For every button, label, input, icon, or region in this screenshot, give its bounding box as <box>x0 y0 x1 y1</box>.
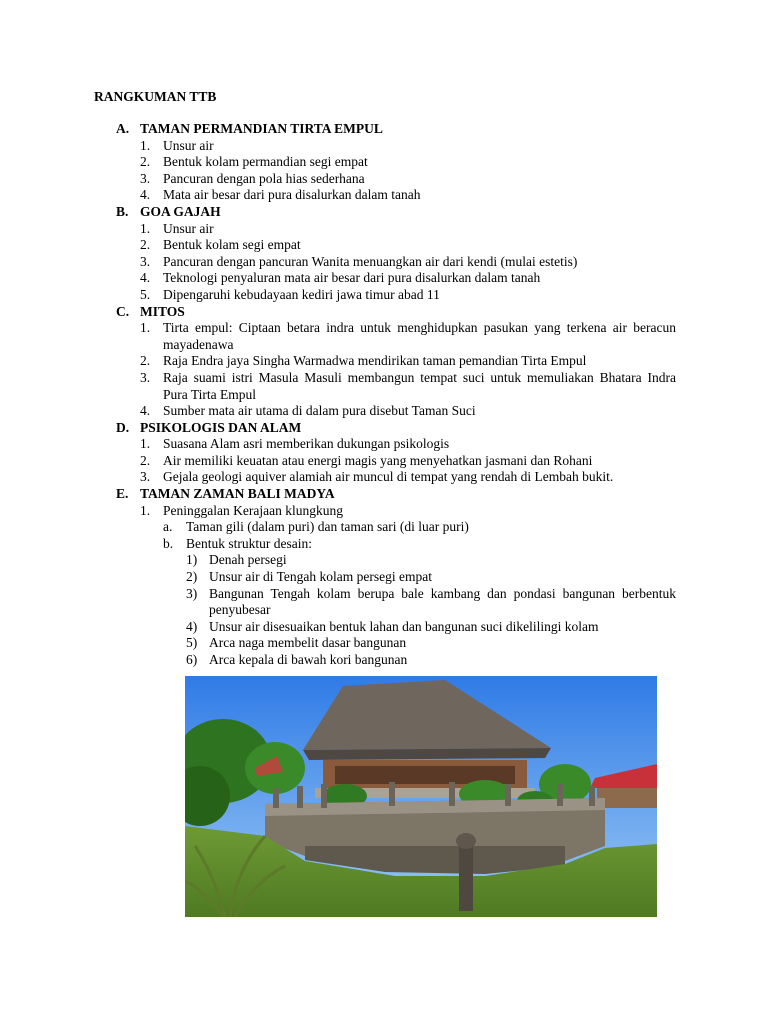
list-item <box>94 453 676 470</box>
list-item <box>94 287 676 304</box>
list-marker: 1. <box>140 320 151 336</box>
list-item <box>94 403 676 420</box>
list-marker: 3. <box>140 469 151 485</box>
list-item <box>94 138 676 155</box>
list-marker: 2. <box>140 353 151 369</box>
list-item <box>94 254 676 271</box>
list-marker: 3. <box>140 253 151 269</box>
list-item-text: Raja suami istri Masula Masuli membangun tempat suci untuk memuliakan Bhatara Indra Pura Tirta Empul <box>163 369 676 402</box>
section-marker: D. <box>116 419 130 435</box>
list-item <box>94 154 676 171</box>
list-marker: 1. <box>140 436 151 452</box>
list-item-text: Unsur air <box>163 220 214 236</box>
document-title: RANGKUMAN TTB <box>94 89 217 104</box>
list-marker: 1) <box>186 552 198 568</box>
list-item-text: Denah persegi <box>209 552 287 568</box>
statue <box>459 841 473 911</box>
list-item-text: Tirta empul: Ciptaan betara indra untuk menghidupkan pasukan yang terkena air beracun mayadenawa <box>163 320 676 352</box>
list-marker: 2. <box>140 154 151 170</box>
list-item-text: Taman gili (dalam puri) dan taman sari (di luar puri) <box>186 519 469 535</box>
list-item <box>94 370 676 403</box>
list-item <box>94 469 676 486</box>
list-item-text: Teknologi penyaluran mata air besar dari pura disalurkan dalam tanah <box>163 270 541 286</box>
list-item-text: Bangunan Tengah kolam berupa bale kambang dan pondasi bangunan berbentuk penyubesar <box>209 585 676 618</box>
list-item <box>94 436 676 453</box>
list-item-text: Mata air besar dari pura disalurkan dalam tanah <box>163 187 421 203</box>
list-marker: 5. <box>140 286 151 302</box>
list-item <box>94 237 676 254</box>
sub-sub-list-item <box>94 586 676 619</box>
list-item <box>94 270 676 287</box>
list-marker: b. <box>163 535 174 551</box>
list-marker: a. <box>163 519 173 535</box>
list-marker: 1. <box>140 502 151 518</box>
section-title: MITOS <box>140 303 185 319</box>
list-marker: 3. <box>140 369 151 385</box>
list-item-text: Bentuk kolam permandian segi empat <box>163 154 368 170</box>
list-item-text: Peninggalan Kerajaan klungkung <box>163 502 343 518</box>
section-heading <box>94 420 676 437</box>
section-heading <box>94 204 676 221</box>
section-heading <box>94 486 676 503</box>
list-marker: 1. <box>140 220 151 236</box>
sub-sub-list-item <box>94 552 676 569</box>
list-marker: 3) <box>186 585 198 601</box>
list-item <box>94 187 676 204</box>
bale-kambang-photo <box>185 676 657 917</box>
section-title: TAMAN ZAMAN BALI MADYA <box>140 486 335 502</box>
list-item-text: Air memiliki keuatan atau energi magis yang menyehatkan jasmani dan Rohani <box>163 452 593 468</box>
sub-list-item <box>94 519 676 536</box>
section-heading <box>94 304 676 321</box>
list-item <box>94 171 676 188</box>
list-item-text: Unsur air <box>163 137 214 153</box>
list-marker: 4. <box>140 187 151 203</box>
list-item-text: Pancuran dengan pola hias sederhana <box>163 170 365 186</box>
list-item-text: Dipengaruhi kebudayaan kediri jawa timur abad 11 <box>163 286 440 302</box>
list-item-text: Pancuran dengan pancuran Wanita menuangkan air dari kendi (mulai estetis) <box>163 253 578 269</box>
list-item-text: Gejala geologi aquiver alamiah air muncul di tempat yang rendah di Lembah bukit. <box>163 469 614 485</box>
list-item <box>94 221 676 238</box>
list-marker: 1. <box>140 137 151 153</box>
list-item <box>94 503 676 520</box>
list-item-text: Bentuk struktur desain: <box>186 535 312 551</box>
list-marker: 4. <box>140 270 151 286</box>
list-item-text: Arca kepala di bawah kori bangunan <box>209 652 408 667</box>
list-marker: 2. <box>140 452 151 468</box>
list-item-text: Arca naga membelit dasar bangunan <box>209 635 407 651</box>
list-marker: 4) <box>186 618 198 634</box>
list-marker: 2. <box>140 237 151 253</box>
list-marker: 5) <box>186 635 198 651</box>
list-marker: 2) <box>186 569 198 585</box>
list-marker: 4. <box>140 403 151 419</box>
list-item-text: Raja Endra jaya Singha Warmadwa mendirikan taman pemandian Tirta Empul <box>163 353 587 369</box>
list-item-text: Unsur air disesuaikan bentuk lahan dan bangunan suci dikelilingi kolam <box>209 618 599 634</box>
sub-sub-list-item <box>94 569 676 586</box>
section-title: PSIKOLOGIS DAN ALAM <box>140 419 302 435</box>
list-marker: 3. <box>140 170 151 186</box>
list-item-text: Bentuk kolam segi empat <box>163 237 301 253</box>
sub-sub-list-item <box>94 635 676 652</box>
section-marker: E. <box>116 486 129 502</box>
list-item-text: Unsur air di Tengah kolam persegi empat <box>209 569 432 585</box>
sub-sub-list-item <box>94 619 676 636</box>
section-marker: C. <box>116 303 130 319</box>
section-marker: A. <box>116 121 130 136</box>
section-marker: B. <box>116 203 129 219</box>
section-heading <box>94 121 676 138</box>
sub-list-item <box>94 536 676 553</box>
list-item <box>94 353 676 370</box>
section-title: GOA GAJAH <box>140 203 221 219</box>
list-marker: 6) <box>186 652 198 667</box>
document-body <box>94 121 676 669</box>
list-item-text: Suasana Alam asri memberikan dukungan psikologis <box>163 436 450 452</box>
list-item-text: Sumber mata air utama di dalam pura disebut Taman Suci <box>163 403 476 419</box>
list-item <box>94 320 676 353</box>
sub-sub-list-item <box>94 652 676 669</box>
section-title: TAMAN PERMANDIAN TIRTA EMPUL <box>140 121 383 136</box>
